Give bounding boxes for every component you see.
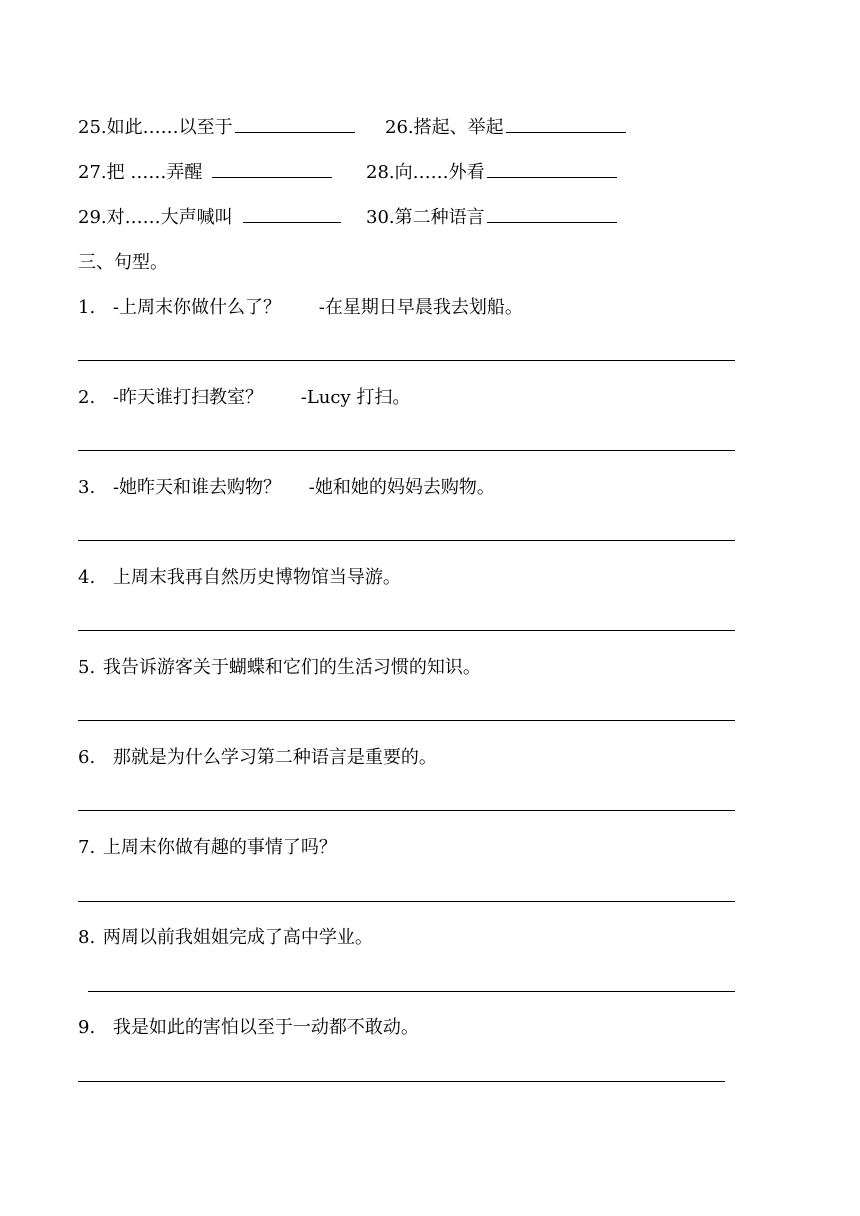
sentence-text: 上周末你做有趣的事情了吗？	[102, 837, 337, 858]
answer-line[interactable]	[78, 1081, 725, 1082]
phrase-item	[366, 159, 617, 186]
sentence-number: 5.	[78, 657, 96, 678]
phrase-answer-blank[interactable]	[506, 114, 626, 133]
sentence-text: 两周以前我姐姐完成了高中学业。	[102, 927, 373, 948]
answer-line[interactable]	[78, 630, 735, 631]
phrase-answer-blank[interactable]	[235, 114, 355, 133]
sentence-number: 1.	[78, 297, 96, 318]
sentence-item-2	[78, 385, 410, 411]
phrase-answer-blank[interactable]	[212, 159, 332, 178]
phrase-answer-blank[interactable]	[243, 204, 341, 223]
sentence-text: -上周末你做什么了？	[112, 297, 282, 318]
answer-line[interactable]	[78, 901, 735, 902]
sentence-item-9	[78, 1015, 419, 1041]
phrase-number: 27.	[78, 162, 107, 183]
answer-line[interactable]	[78, 540, 735, 541]
phrase-item	[385, 114, 626, 141]
sentence-text-answer: -她和她的妈妈去购物。	[308, 477, 495, 498]
phrase-answer-blank[interactable]	[487, 204, 617, 223]
sentence-number: 8.	[78, 927, 96, 948]
sentence-text: 我是如此的害怕以至于一动都不敢动。	[112, 1017, 419, 1038]
phrase-number: 30.	[366, 207, 395, 228]
phrase-item	[78, 114, 355, 141]
sentence-item-6	[78, 745, 437, 771]
phrase-number: 28.	[366, 162, 395, 183]
sentence-number: 7.	[78, 837, 96, 858]
answer-line[interactable]	[88, 991, 735, 992]
sentence-text: 那就是为什么学习第二种语言是重要的。	[112, 747, 437, 768]
answer-line[interactable]	[78, 810, 735, 811]
sentence-number: 9.	[78, 1017, 96, 1038]
sentence-text-answer: -Lucy 打扫。	[300, 387, 411, 408]
answer-line[interactable]	[78, 450, 735, 451]
phrase-number: 29.	[78, 207, 107, 228]
sentence-item-4	[78, 565, 401, 591]
sentence-text: 我告诉游客关于蝴蝶和它们的生活习惯的知识。	[102, 657, 481, 678]
section-title: 三、句型。	[78, 252, 168, 273]
phrase-item	[78, 204, 341, 231]
sentence-item-5	[78, 655, 481, 681]
answer-line[interactable]	[78, 360, 735, 361]
sentence-text: -昨天谁打扫教室？	[112, 387, 264, 408]
phrase-text: 如此……以至于	[106, 117, 233, 138]
phrase-text: 第二种语言	[394, 207, 485, 228]
phrase-answer-blank[interactable]	[487, 159, 617, 178]
sentence-item-8	[78, 925, 373, 951]
sentence-number: 4.	[78, 567, 96, 588]
phrase-number: 26.	[385, 117, 414, 138]
sentence-text-answer: -在星期日早晨我去划船。	[318, 297, 523, 318]
sentence-item-7	[78, 835, 337, 861]
sentence-number: 6.	[78, 747, 96, 768]
answer-line[interactable]	[78, 720, 735, 721]
sentence-number: 2.	[78, 387, 96, 408]
phrase-item	[366, 204, 617, 231]
phrase-text: 搭起、举起	[413, 117, 504, 138]
sentence-item-1	[78, 295, 523, 321]
phrase-text: 把 ……弄醒	[106, 162, 203, 183]
sentence-text: -她昨天和谁去购物？	[112, 477, 282, 498]
phrase-number: 25.	[78, 117, 107, 138]
phrase-item	[78, 159, 332, 186]
sentence-text: 上周末我再自然历史博物馆当导游。	[112, 567, 401, 588]
phrase-text: 向……外看	[394, 162, 485, 183]
phrase-text: 对……大声喊叫	[106, 207, 233, 228]
sentence-number: 3.	[78, 477, 96, 498]
sentence-item-3	[78, 475, 495, 501]
